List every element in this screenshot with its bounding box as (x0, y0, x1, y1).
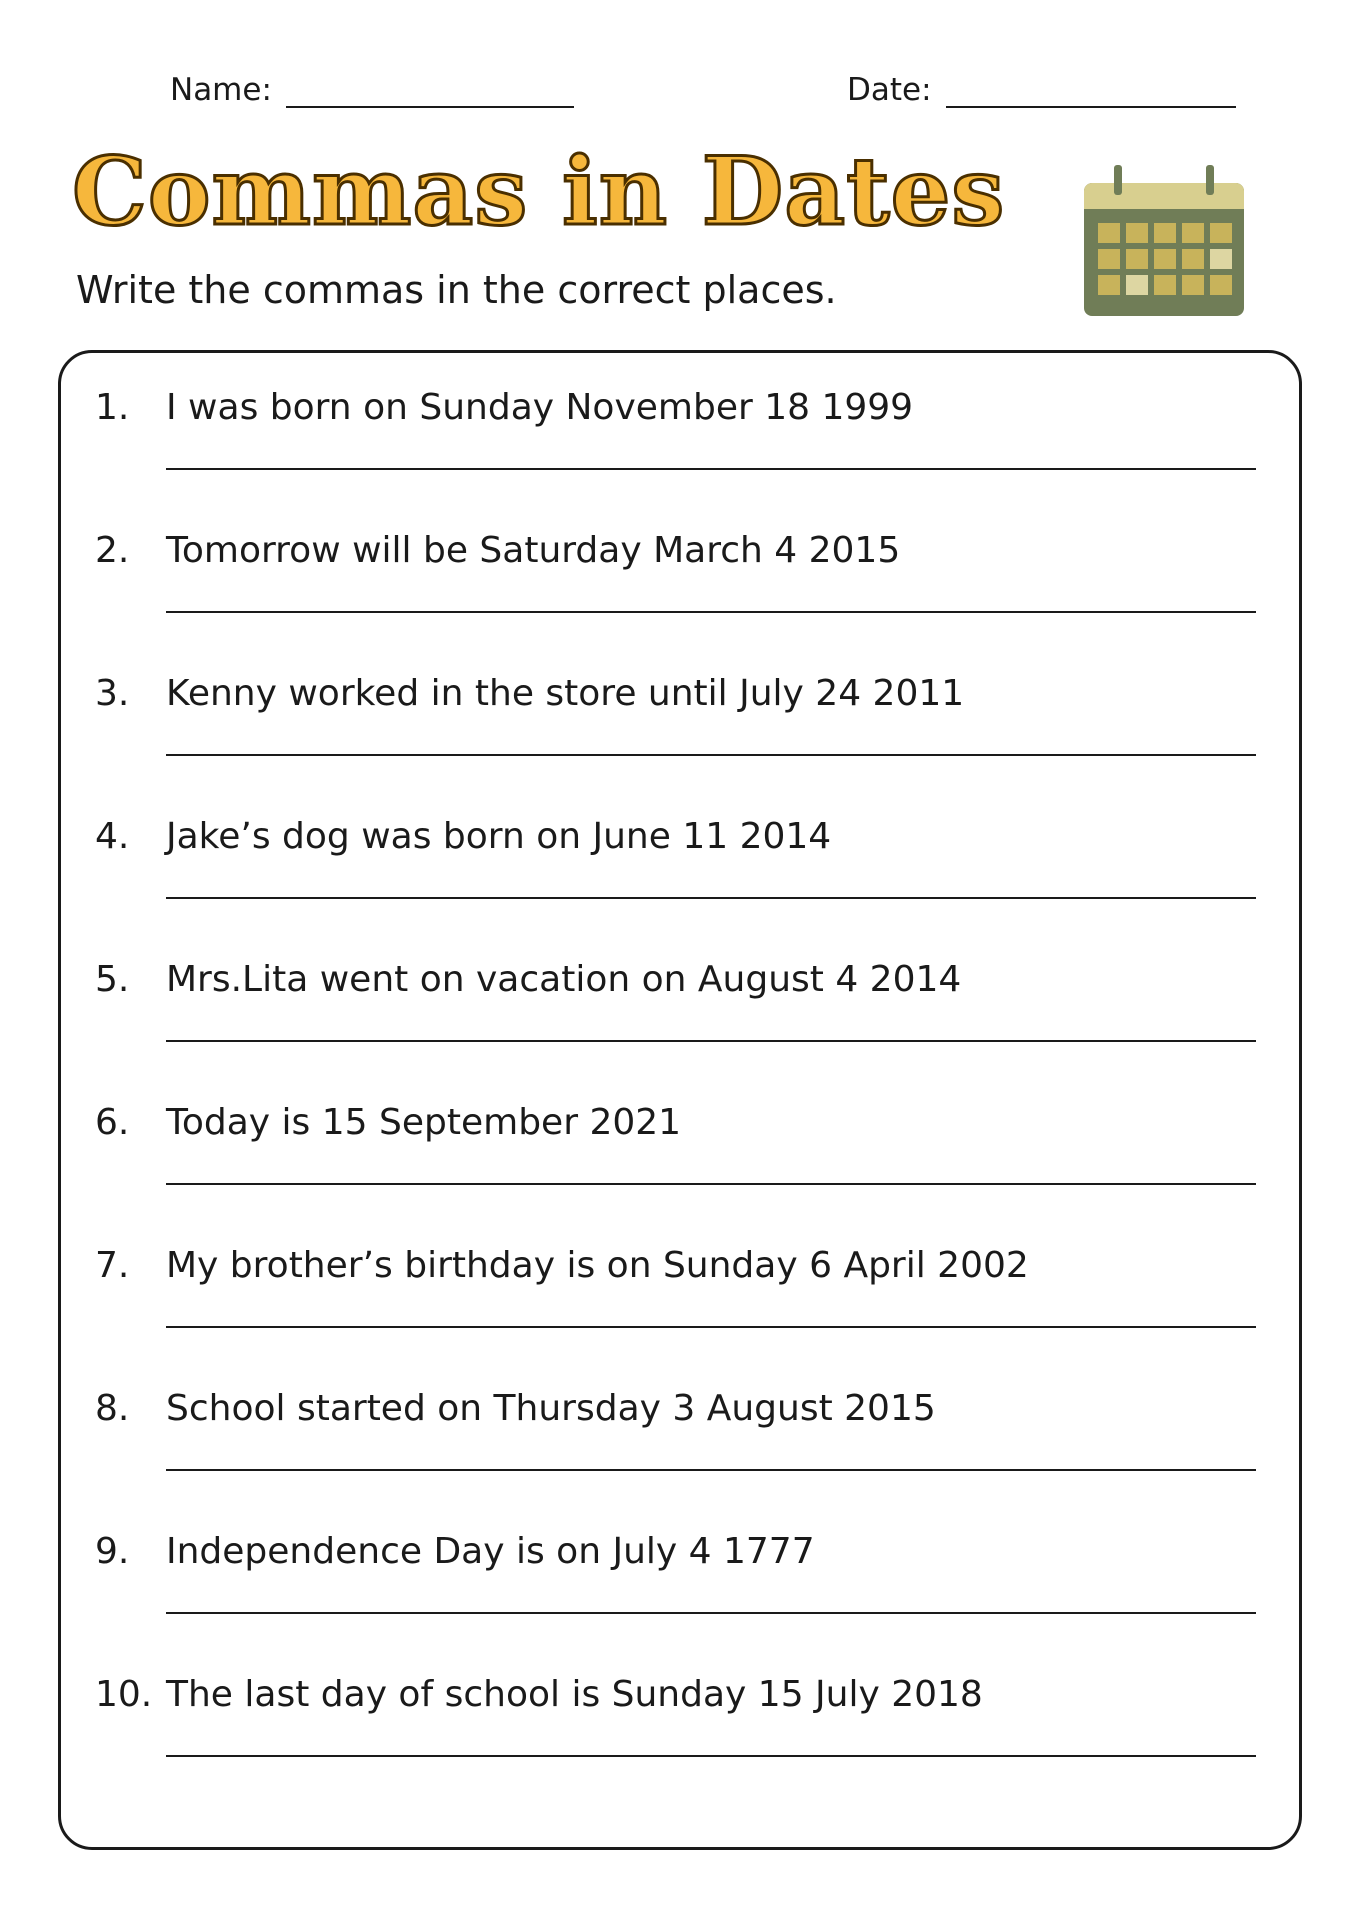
calendar-ring-right (1206, 165, 1214, 195)
worksheet-instructions: Write the commas in the correct places. (76, 268, 837, 312)
calendar-day-cell (1098, 223, 1120, 243)
calendar-ring-left (1114, 165, 1122, 195)
question-number: 9. (95, 1531, 130, 1572)
answer-line[interactable] (166, 1183, 1256, 1185)
question-number: 5. (95, 959, 130, 1000)
question-sentence: Today is 15 September 2021 (166, 1102, 682, 1143)
question-sentence: Tomorrow will be Saturday March 4 2015 (166, 530, 901, 571)
calendar-day-cell (1182, 249, 1204, 269)
calendar-icon (1080, 163, 1248, 318)
question-number: 6. (95, 1102, 130, 1143)
question-number: 3. (95, 673, 130, 714)
questions-panel (58, 350, 1302, 1850)
calendar-day-cell (1126, 249, 1148, 269)
question-item (61, 1640, 1299, 1783)
question-sentence: The last day of school is Sunday 15 July 2018 (166, 1674, 983, 1715)
calendar-day-cell (1126, 275, 1148, 295)
question-number: 2. (95, 530, 130, 571)
answer-line[interactable] (166, 468, 1256, 470)
calendar-day-cell (1182, 223, 1204, 243)
calendar-day-cell (1154, 249, 1176, 269)
calendar-day-cell (1210, 249, 1232, 269)
calendar-day-cell (1098, 275, 1120, 295)
question-number: 8. (95, 1388, 130, 1429)
date-label: Date: (847, 72, 932, 108)
answer-line[interactable] (166, 611, 1256, 613)
question-item (61, 639, 1299, 782)
calendar-day-cell (1182, 275, 1204, 295)
date-field (847, 72, 1236, 108)
name-field (170, 72, 574, 108)
answer-line[interactable] (166, 1469, 1256, 1471)
question-number: 7. (95, 1245, 130, 1286)
calendar-day-cell (1098, 249, 1120, 269)
question-sentence: Jake’s dog was born on June 11 2014 (166, 816, 832, 857)
calendar-day-cell (1210, 275, 1232, 295)
name-blank-line[interactable] (286, 76, 574, 108)
question-sentence: Kenny worked in the store until July 24 2011 (166, 673, 965, 714)
question-item (61, 353, 1299, 496)
question-sentence: Mrs.Lita went on vacation on August 4 2014 (166, 959, 962, 1000)
calendar-day-cell (1126, 223, 1148, 243)
answer-line[interactable] (166, 897, 1256, 899)
question-item (61, 1068, 1299, 1211)
answer-line[interactable] (166, 754, 1256, 756)
answer-line[interactable] (166, 1326, 1256, 1328)
question-item (61, 1211, 1299, 1354)
answer-line[interactable] (166, 1755, 1256, 1757)
question-item (61, 1354, 1299, 1497)
question-item (61, 782, 1299, 925)
question-number: 4. (95, 816, 130, 857)
question-sentence: School started on Thursday 3 August 2015 (166, 1388, 936, 1429)
question-item (61, 925, 1299, 1068)
worksheet-title: Commas in Dates (72, 137, 1006, 247)
name-label: Name: (170, 72, 272, 108)
question-sentence: My brother’s birthday is on Sunday 6 April 2002 (166, 1245, 1029, 1286)
calendar-day-cell (1210, 223, 1232, 243)
calendar-day-cell (1154, 275, 1176, 295)
answer-line[interactable] (166, 1040, 1256, 1042)
calendar-day-cell (1154, 223, 1176, 243)
question-number: 10. (95, 1674, 153, 1715)
question-sentence: I was born on Sunday November 18 1999 (166, 387, 914, 428)
date-blank-line[interactable] (946, 76, 1236, 108)
question-item (61, 496, 1299, 639)
question-sentence: Independence Day is on July 4 1777 (166, 1531, 815, 1572)
question-item (61, 1497, 1299, 1640)
answer-line[interactable] (166, 1612, 1256, 1614)
question-number: 1. (95, 387, 130, 428)
